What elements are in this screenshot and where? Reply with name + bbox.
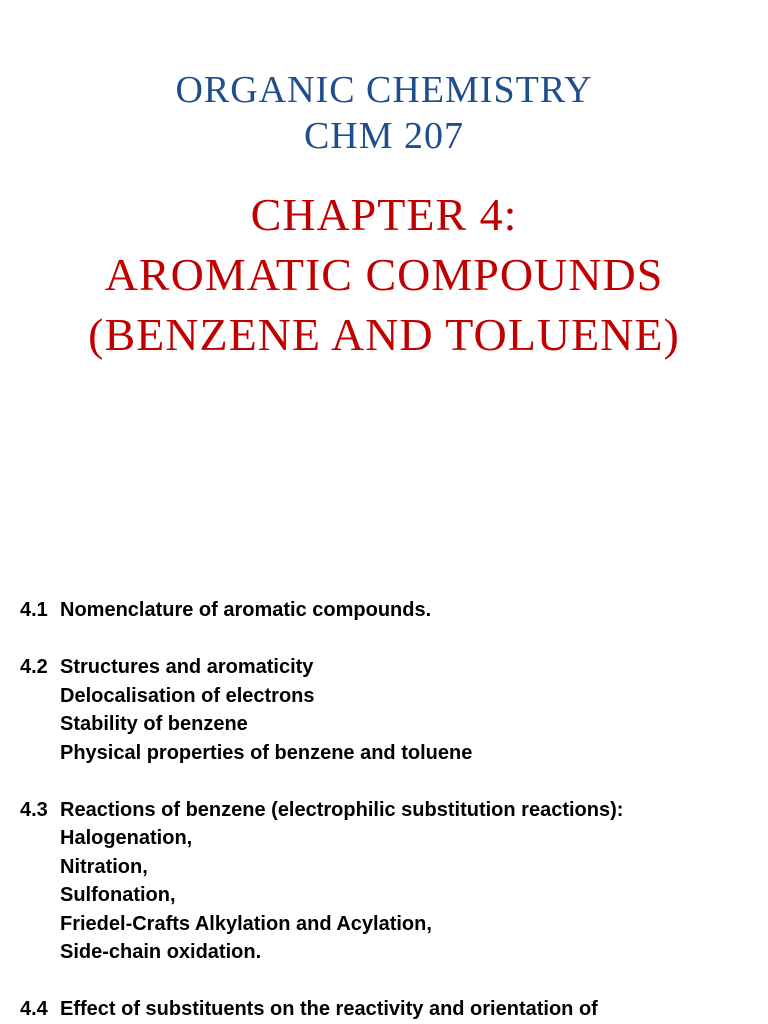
section-number: 4.3 (20, 798, 48, 821)
outline-item: Nitration, (60, 855, 148, 878)
section-number: 4.2 (20, 656, 48, 679)
outline-item: Halogenation, (60, 827, 193, 850)
section-number: 4.1 (20, 599, 48, 621)
section-number: 4.4 (20, 998, 48, 1021)
section-heading: Effect of substituents on the reactivity and orientation of (60, 998, 598, 1021)
outline-item: Physical properties of benzene and toluene (60, 741, 473, 764)
chapter-title: AROMATIC COMPOUNDS (104, 249, 664, 300)
outline-item: Side-chain oxidation. (60, 940, 262, 963)
outline-section-4-1 (20, 596, 760, 624)
outline-item: Friedel-Crafts Alkylation and Acylation, (60, 912, 432, 935)
outline-item: Sulfonation, (60, 884, 176, 907)
outline-section-4-2 (20, 653, 760, 767)
chapter-number: CHAPTER 4: (250, 189, 518, 240)
course-title: ORGANIC CHEMISTRY (175, 69, 593, 111)
outline-section-4-3 (20, 796, 760, 966)
chapter-outline (20, 596, 760, 1024)
outline-item: Delocalisation of electrons (60, 684, 315, 707)
section-heading: Reactions of benzene (electrophilic substitution reactions): (60, 798, 624, 821)
outline-section-4-4 (20, 995, 760, 1023)
chapter-subtitle: (BENZENE AND TOLUENE) (88, 309, 680, 360)
outline-item: Stability of benzene (60, 713, 248, 736)
course-code: CHM 207 (303, 115, 465, 157)
section-heading: Nomenclature of aromatic compounds. (60, 599, 432, 621)
section-heading: Structures and aromaticity (60, 656, 314, 679)
